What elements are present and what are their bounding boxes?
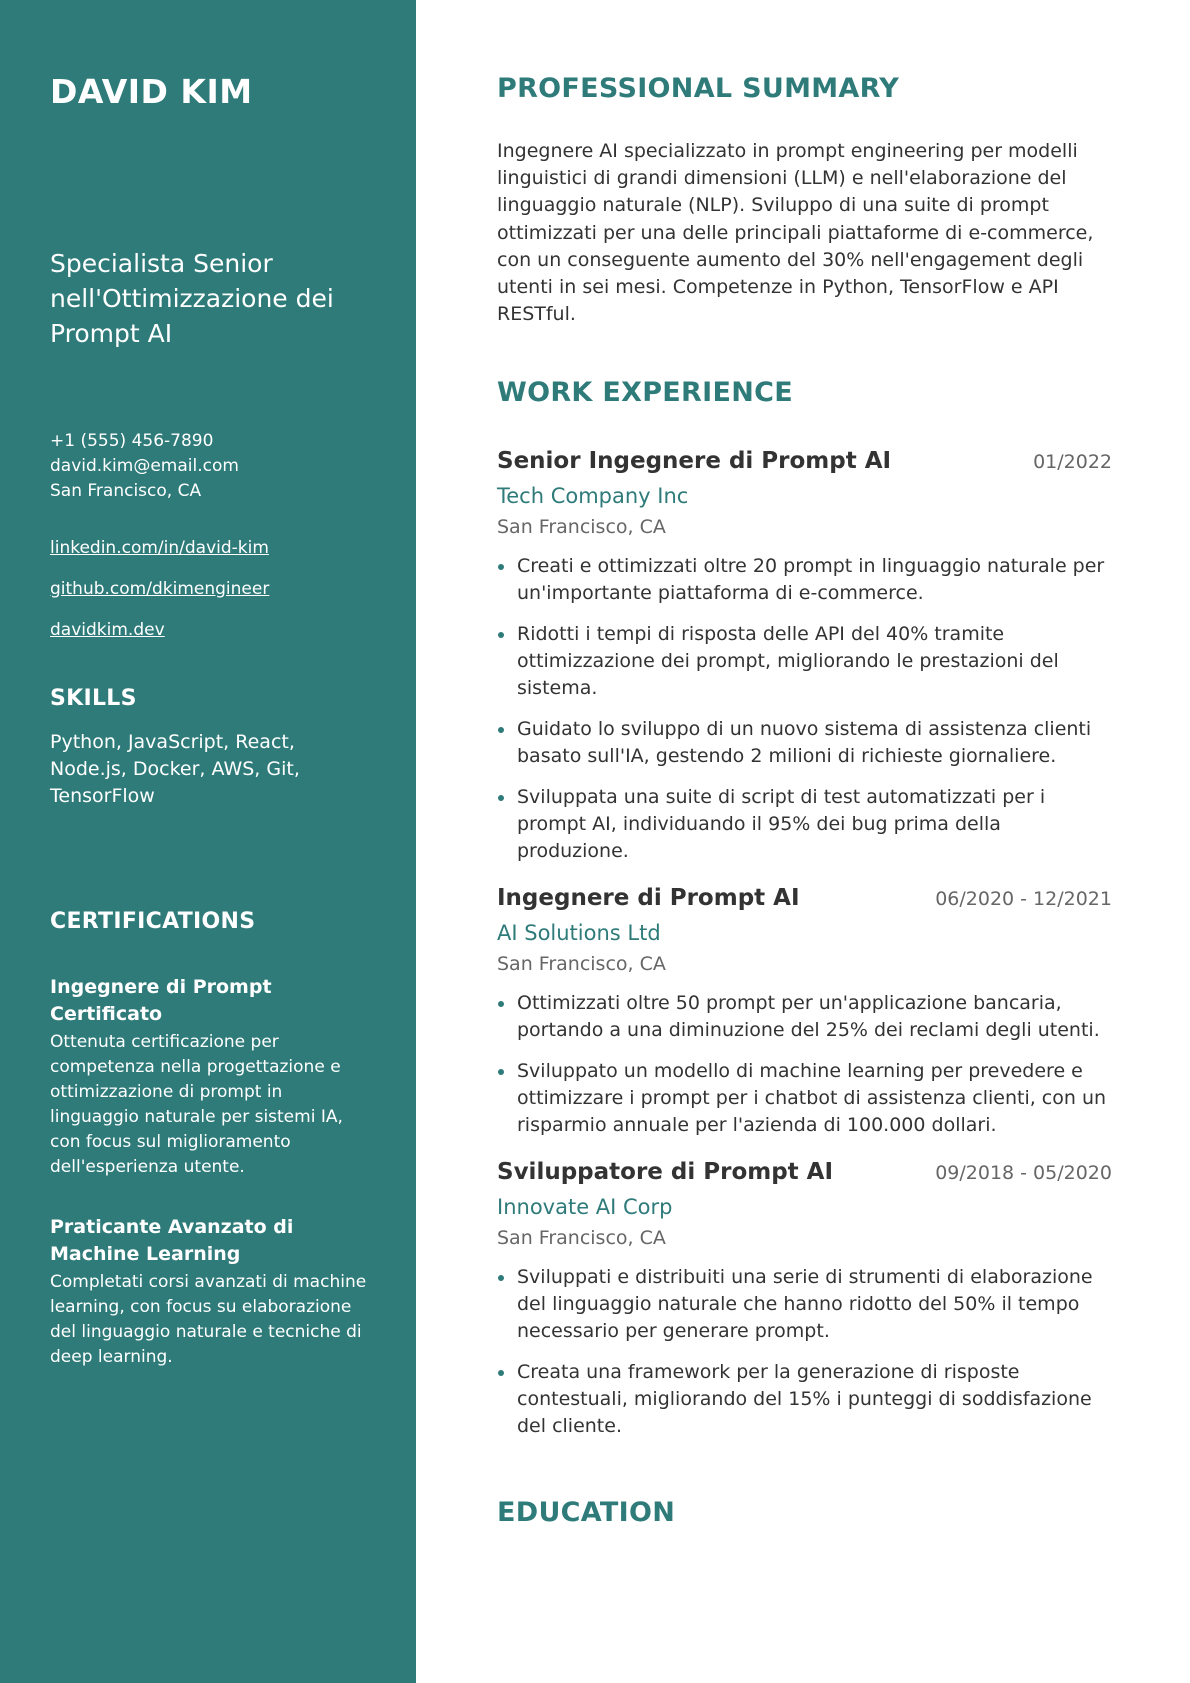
job-bullet: Creata una framework per la generazione di risposte contestuali, migliorando del 15% i punteggi di soddisfazione del cliente.	[497, 1359, 1112, 1440]
job-title: Senior Ingegnere di Prompt AI	[497, 448, 892, 475]
job-bullet: Sviluppato un modello di machine learning per prevedere e ottimizzare i prompt per i chatbot di assistenza clienti, con un risparmio annuale per l'azienda di 100.000 dollari.	[497, 1058, 1112, 1139]
certification-name: Praticante Avanzato di Machine Learning	[50, 1215, 294, 1265]
certifications-heading: CERTIFICATIONS	[50, 908, 256, 934]
work-heading: WORK EXPERIENCE	[497, 377, 793, 409]
job-bullet: Ottimizzati oltre 50 prompt per un'applicazione bancaria, portando a una diminuzione del 25% dei reclami degli utenti.	[497, 990, 1112, 1044]
website-link[interactable]: davidkim.dev	[50, 619, 165, 640]
certification-item	[50, 1214, 370, 1370]
linkedin-link[interactable]: linkedin.com/in/david-kim	[50, 537, 269, 558]
contact-location: San Francisco, CA	[50, 480, 202, 501]
job-date: 06/2020 - 12/2021	[935, 888, 1112, 911]
contact-phone: +1 (555) 456-7890	[50, 430, 214, 451]
job-bullet: Ridotti i tempi di risposta delle API del 40% tramite ottimizzazione dei prompt, migliorando le prestazioni del sistema.	[497, 621, 1112, 702]
job-entry	[497, 1157, 1112, 1440]
job-title: Ingegnere di Prompt AI	[497, 885, 800, 912]
job-date: 01/2022	[1033, 451, 1112, 474]
github-link[interactable]: github.com/dkimengineer	[50, 578, 270, 599]
job-location: San Francisco, CA	[497, 953, 666, 976]
job-bullet: Creati e ottimizzati oltre 20 prompt in linguaggio naturale per un'importante piattaforma di e-commerce.	[497, 553, 1112, 607]
job-bullet: Guidato lo sviluppo di un nuovo sistema di assistenza clienti basato sull'IA, gestendo 2 milioni di richieste giornaliere.	[497, 716, 1112, 770]
job-location: San Francisco, CA	[497, 1227, 666, 1250]
contact-block	[50, 429, 370, 504]
job-date: 09/2018 - 05/2020	[935, 1162, 1112, 1185]
main-content	[416, 0, 1190, 1683]
job-company: AI Solutions Ltd	[497, 921, 661, 946]
job-location: San Francisco, CA	[497, 516, 666, 539]
certification-item	[50, 974, 370, 1180]
education-heading: EDUCATION	[497, 1497, 676, 1529]
job-title: Sviluppatore di Prompt AI	[497, 1159, 834, 1186]
summary-heading: PROFESSIONAL SUMMARY	[497, 73, 900, 104]
sidebar	[0, 0, 416, 1683]
contact-email: david.kim@email.com	[50, 455, 239, 476]
certification-desc: Completati corsi avanzati di machine learning, con focus su elaborazione del linguaggio naturale e tecniche di deep learning.	[50, 1271, 367, 1367]
skills-list: Python, JavaScript, React, Node.js, Docker, AWS, Git, TensorFlow	[50, 730, 300, 807]
job-bullet: Sviluppati e distribuiti una serie di strumenti di elaborazione del linguaggio naturale che hanno ridotto del 50% il tempo necessario per generare prompt.	[497, 1264, 1112, 1345]
job-entry	[497, 446, 1112, 865]
certification-desc: Ottenuta certificazione per competenza nella progettazione e ottimizzazione di prompt in linguaggio naturale per sistemi IA, con focus sul miglioramento dell'esperienza utente.	[50, 1031, 343, 1177]
job-company: Tech Company Inc	[497, 484, 689, 509]
candidate-title: Specialista Senior nell'Ottimizzazione dei Prompt AI	[50, 248, 334, 348]
summary-text: Ingegnere AI specializzato in prompt engineering per modelli linguistici di grandi dimensioni (LLM) e nell'elaborazione del linguaggio naturale (NLP). Sviluppo di una suite di prompt ottimizzati per una delle principali piattaforme di e-commerce, con un conseguente aumento del 30% nell'engagement degli utenti in sei mesi. Competenze in Python, TensorFlow e API RESTful.	[497, 140, 1094, 326]
skills-heading: SKILLS	[50, 685, 137, 711]
job-bullets	[497, 553, 1112, 865]
certification-name: Ingegnere di Prompt Certificato	[50, 975, 272, 1025]
candidate-name: DAVID KIM	[50, 72, 253, 111]
job-bullets	[497, 990, 1112, 1139]
job-bullets	[497, 1264, 1112, 1440]
job-entry	[497, 883, 1112, 1139]
job-bullet: Sviluppata una suite di script di test automatizzati per i prompt AI, individuando il 95% dei bug prima della produzione.	[497, 784, 1112, 865]
job-company: Innovate AI Corp	[497, 1195, 673, 1220]
profile-links	[50, 536, 370, 643]
